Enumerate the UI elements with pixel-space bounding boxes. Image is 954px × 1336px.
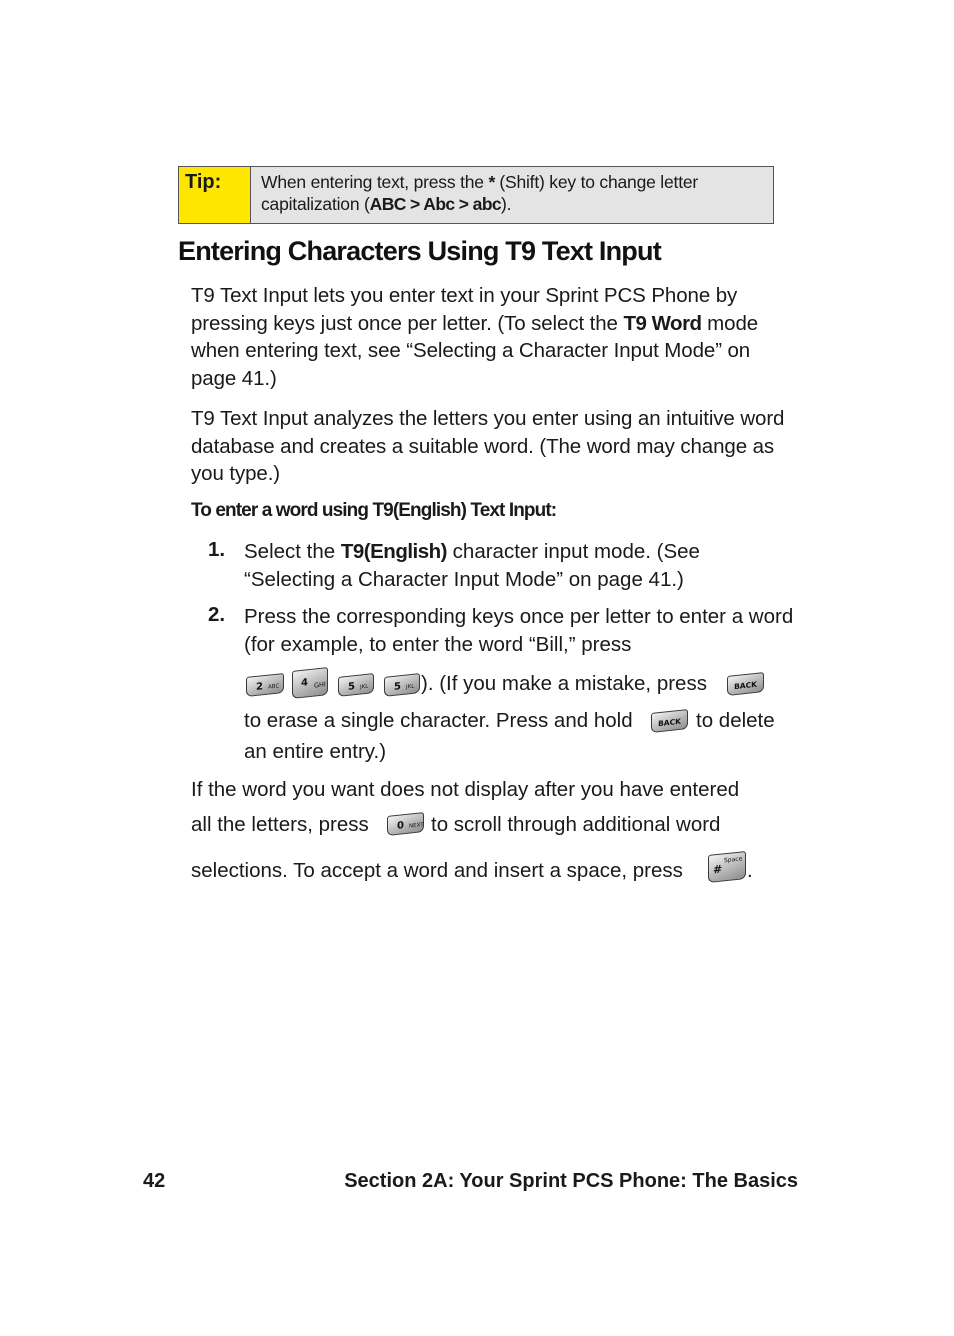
- tip-box: [178, 166, 774, 224]
- step-2-text-delete: to delete: [696, 709, 775, 732]
- section-heading: Entering Characters Using T9 Text Input: [178, 236, 661, 266]
- key-0-next-icon: 0 NEXT: [387, 812, 424, 836]
- paragraph-scroll-period: .: [747, 859, 753, 882]
- back-key-icon: BACK: [727, 672, 764, 696]
- step-2-text-erase: to erase a single character. Press and hold: [244, 709, 633, 732]
- tip-label: Tip:: [179, 167, 251, 223]
- step-2-text: Press the corresponding keys once per letter to enter a word (for example, to enter the word “Bill,” press: [244, 605, 794, 656]
- step-number-2: 2.: [208, 603, 226, 626]
- paragraph-t9-intro: T9 Text Input lets you enter text in your Sprint PCS Phone by pressing keys just once per letter. (To select the T9 Word mode when entering text, see “Selecting a Character Input Mode” on page 41.): [191, 284, 759, 391]
- tip-text: When entering text, press the * (Shift) key to change letter capitalization (ABC > Abc > abc).: [251, 167, 773, 223]
- footer-section-title: Section 2A: Your Sprint PCS Phone: The Basics: [344, 1170, 798, 1192]
- paragraph-scroll-line-2b: to scroll through additional word: [431, 813, 721, 836]
- key-5-jkl-icon: 5 JKL: [338, 673, 374, 697]
- key-pound-space-icon: # Space: [708, 851, 746, 883]
- paragraph-scroll-line-2: all the letters, press: [191, 813, 369, 836]
- key-4-ghi-icon: 4 GHI: [292, 667, 328, 699]
- paragraph-scroll-line-3: selections. To accept a word and insert a space, press: [191, 859, 683, 882]
- step-1-text: Select the T9(English) character input mode. (See “Selecting a Character Input Mode” on page 41.): [244, 540, 700, 591]
- paragraph-scroll-line-1: If the word you want does not display after you have entered: [191, 778, 740, 801]
- back-key-icon: BACK: [651, 709, 688, 733]
- key-2-abc-icon: 2 ABC: [246, 673, 284, 697]
- paragraph-t9-analyze: T9 Text Input analyzes the letters you enter using an intuitive word database and creates a suitable word. (The word may change as you type.): [191, 407, 785, 486]
- page-number: 42: [143, 1170, 166, 1192]
- key-5-jkl-icon: 5 JKL: [384, 673, 420, 697]
- procedure-subheading: To enter a word using T9(English) Text Input:: [191, 500, 557, 521]
- step-number-1: 1.: [208, 538, 226, 561]
- step-2-text-entry: an entire entry.): [244, 740, 387, 763]
- step-2-text-mistake: ). (If you make a mistake, press: [421, 672, 707, 695]
